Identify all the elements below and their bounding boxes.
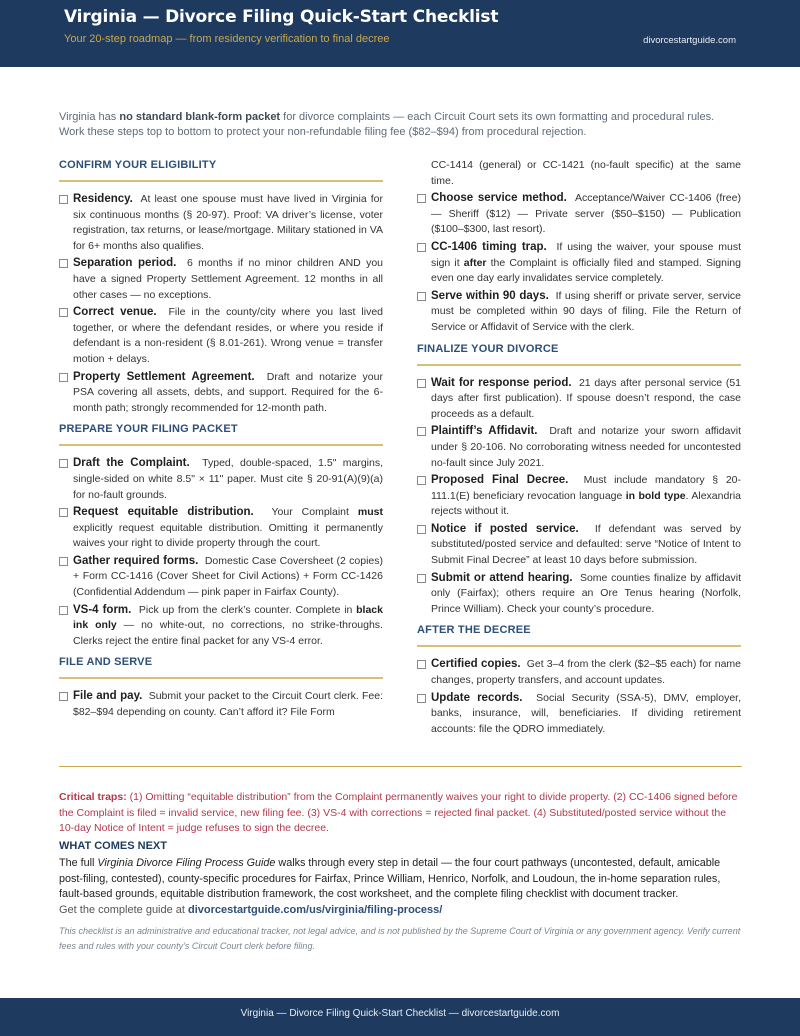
right-column <box>417 158 741 739</box>
checkbox[interactable] <box>417 292 426 301</box>
checklist-item-file-pay <box>59 689 383 720</box>
item-text: Some counties finalize by affidavit only (Fairfax); others require an Ore Tenus hearing (Norfolk, Prince William). Check your county’s procedure. <box>431 571 741 615</box>
item-term: Update records. <box>431 691 523 704</box>
item-text-rest: . Alexandria rejects without it. <box>431 489 741 518</box>
item-text: At least one spouse must have lived in Virginia for six continuous months (§ 20-97). Proof: VA driver’s license, voter registration, tax returns, or lease/mortgage. Military stationed in VA for 6+ months also qualifies. <box>73 193 383 252</box>
checklist-item-venue <box>59 305 383 367</box>
page-footer <box>0 998 800 1036</box>
item-text: Domestic Case Coversheet (2 copies) + Form CC-1416 (Cover Sheet for Civil Actions) + Form CC-1426 (Confidential Addendum — pink paper in Fairfax County). <box>73 554 383 599</box>
checkbox[interactable] <box>59 692 68 701</box>
item-text: Draft and notarize your sworn affidavit under § 20-106. No corroborating witness needed for uncontested no-fault since July 2021. <box>431 425 741 469</box>
checkbox[interactable] <box>59 606 68 615</box>
intro-emphasis: no standard blank-form packet <box>119 111 281 123</box>
checkbox[interactable] <box>417 476 426 485</box>
item-text: 21 days after personal service (51 days after first publication). If spouse doesn’t respond, the case proceeds as a default. <box>431 376 741 420</box>
item-emphasis: in bold type <box>625 489 686 502</box>
item-text-rest: explicitly request equitable distribution. Omitting it permanently waives your right to divide property through the court. <box>73 521 383 550</box>
header-site-link[interactable]: divorcestartguide.com <box>643 35 736 46</box>
checkbox[interactable] <box>59 373 68 382</box>
item-term: Proposed Final Decree. <box>431 474 569 487</box>
item-term: Property Settlement Agreement. <box>73 370 255 383</box>
item-term: Notice if posted service. <box>431 522 579 535</box>
checklist-item-equitable <box>59 505 383 552</box>
checklist-item-separation <box>59 256 383 303</box>
item-emphasis: must <box>357 506 383 519</box>
item-term: Correct venue. <box>73 306 157 319</box>
item-term: Serve within 90 days. <box>431 289 549 302</box>
item-term: Choose service method. <box>431 192 567 205</box>
checklist-item-hearing <box>417 571 741 618</box>
traps-label: Critical traps: <box>59 791 127 803</box>
intro-text-rest: for divorce complaints — each Circuit Court sets its own formatting and procedural rules. Work these steps top to bottom to protect your non-refundable filing fee ($82–$94) from procedural rejection. <box>59 111 715 138</box>
footer-text: Virginia — Divorce Filing Quick-Start Checklist — divorcestartguide.com <box>240 1008 560 1019</box>
what-comes-next-body <box>59 856 742 903</box>
checklist-item-records <box>417 691 741 738</box>
item-term: File and pay. <box>73 690 143 703</box>
checkbox[interactable] <box>417 660 426 669</box>
checklist-item-cc1406 <box>417 240 741 287</box>
item-text-rest: — no white-out, no corrections, no strike-throughs. Clerks reject the entire final packet for any VS-4 error. <box>73 619 383 647</box>
section-divider <box>59 180 383 182</box>
checklist-item-service-method <box>417 191 741 238</box>
checkbox[interactable] <box>417 694 426 703</box>
item-continuation: CC-1414 (general) or CC-1421 (no-fault specific) at the same time. <box>431 159 741 187</box>
item-term: Gather required forms. <box>73 554 199 567</box>
intro-paragraph <box>59 110 742 140</box>
checkbox[interactable] <box>417 427 426 436</box>
checklist-item-residency <box>59 192 383 254</box>
item-emphasis: after <box>463 256 487 269</box>
item-text: Social Security (SSA-5), DMV, employer, banks, insurance, will, beneficiaries. If dividing retirement accounts: file the QDRO immediately. <box>431 691 742 735</box>
item-text: If using sheriff or private server, service must be completed within 90 days of filing. File the Return of Service or Affidavit of Service with the clerk. <box>431 289 741 333</box>
item-term: Plaintiff’s Affidavit. <box>431 425 538 438</box>
section-heading-after: AFTER THE DECREE <box>417 624 531 637</box>
checklist-item-complaint <box>59 456 383 503</box>
item-term: Wait for response period. <box>431 376 572 389</box>
bottom-divider <box>59 766 742 767</box>
checklist-item-copies <box>417 657 741 688</box>
section-divider <box>417 364 741 366</box>
item-text: Your Complaint <box>271 506 358 519</box>
checklist-item-psa <box>59 370 383 417</box>
page-title: Virginia — Divorce Filing Quick-Start Checklist <box>64 7 499 27</box>
section-divider <box>59 677 383 679</box>
item-text: If defendant was served by substituted/posted service and defaulted: serve “Notice of Intent to Submit Final Decree” at least 10 days before submission. <box>431 522 741 567</box>
checkbox[interactable] <box>417 379 426 388</box>
item-text: Pick up from the clerk’s counter. Complete in <box>138 603 357 616</box>
item-term: VS-4 form. <box>73 603 132 616</box>
checkbox[interactable] <box>59 557 68 566</box>
item-emphasis: black ink only <box>73 603 383 632</box>
checkbox[interactable] <box>417 243 426 252</box>
item-text: Typed, double-spaced, 1.5" margins, single-sided on white 8.5" × 11" paper. Must cite § 20-91(A)(9)(a) for no-fault grounds. <box>73 457 383 501</box>
checkbox[interactable] <box>59 259 68 268</box>
section-heading-serve: FILE AND SERVE <box>59 656 153 669</box>
item-text: Must include mandatory § 20-111.1(E) beneficiary revocation language <box>431 474 741 502</box>
checkbox[interactable] <box>59 308 68 317</box>
checkbox[interactable] <box>59 195 68 204</box>
checkbox[interactable] <box>417 525 426 534</box>
page-subtitle: Your 20-step roadmap — from residency verification to final decree <box>64 33 390 45</box>
item-text: If using the waiver, your spouse must sign it <box>431 240 741 269</box>
checkbox[interactable] <box>417 574 426 583</box>
left-column <box>59 158 383 723</box>
what-comes-next-heading: WHAT COMES NEXT <box>59 840 167 852</box>
guide-link[interactable]: divorcestartguide.com/us/virginia/filing-process/ <box>188 904 443 916</box>
item-term: Request equitable distribution. <box>73 506 254 519</box>
section-heading-eligibility: CONFIRM YOUR ELIGIBILITY <box>59 159 217 171</box>
item-text: Submit your packet to the Circuit Court clerk. Fee: $82–$94 depending on county. Can’t afford it? File Form <box>73 690 383 719</box>
get-guide-label: Get the complete guide at <box>59 904 189 916</box>
checkbox[interactable] <box>59 508 68 517</box>
checklist-item-vs4 <box>59 603 383 650</box>
section-heading-packet: PREPARE YOUR FILING PACKET <box>59 423 238 436</box>
traps-text: (1) Omitting “equitable distribution” from the Complaint permanently waives your right to divide property. (2) CC-1406 signed before the Complaint is filed = invalid service, new filing fee. (3) VS-4 with corrections = rejected final packet. (4) Substituted/posted service without the 10-day Notice of Intent = judge refuses to sign the decree. <box>59 791 738 834</box>
section-divider <box>59 444 383 446</box>
get-guide-line <box>59 904 442 916</box>
page-header <box>0 0 800 67</box>
checklist-item-decree <box>417 473 741 520</box>
critical-traps <box>59 790 742 837</box>
item-term: Residency. <box>73 193 133 205</box>
checklist-item-serve-90 <box>417 289 741 336</box>
next-text: The full <box>59 857 98 869</box>
disclaimer: This checklist is an administrative and educational tracker, not legal advice, and is not published by the Supreme Court of Virginia or any government agency. Verify current fees and rules with your county’s Circuit Court clerk before filing. <box>59 926 741 951</box>
checklist-item-notice <box>417 522 741 569</box>
item-term: Draft the Complaint. <box>73 457 190 470</box>
checkbox[interactable] <box>59 459 68 468</box>
section-divider <box>417 645 741 647</box>
checklist-item-forms <box>59 554 383 601</box>
guide-title: Virginia Divorce Filing Process Guide <box>97 857 276 869</box>
intro-text: Virginia has <box>59 111 120 123</box>
item-text: 6 months if no minor children AND you have a signed Property Settlement Agreement. 12 months in all other cases — no exceptions. <box>73 257 383 301</box>
section-heading-finalize: FINALIZE YOUR DIVORCE <box>417 342 559 355</box>
item-text: File in the county/city where you last lived together, or where the defendant resides, or where you reside if defendant is a non-resident (§ 8.01-261). Wrong venue = transfer motion + delays. <box>73 306 383 365</box>
item-term: Submit or attend hearing. <box>431 571 573 584</box>
item-text: Draft and notarize your PSA covering all assets, debts, and support. Required for the 6-month path; strongly recommended for 12-month path. <box>73 370 383 414</box>
item-term: Certified copies. <box>431 658 521 671</box>
checklist-item-affidavit <box>417 424 741 471</box>
checklist-item-wait <box>417 376 741 423</box>
item-text: Get 3–4 from the clerk ($2–$5 each) for name changes, property transfers, and account updates. <box>431 658 741 687</box>
item-term: CC-1406 timing trap. <box>431 240 547 253</box>
item-text: Acceptance/Waiver CC-1406 (free) — Sheriff ($12) — Private server ($50–$150) — Publication ($100–$300, last resort). <box>431 192 741 236</box>
item-text-rest: the Complaint is officially filed and stamped. Signing even one day early invalidates service completely. <box>431 256 741 285</box>
item-term: Separation period. <box>73 257 177 270</box>
checkbox[interactable] <box>417 194 426 203</box>
next-text-rest: walks through every step in detail — the four court pathways (uncontested, default, amicable post-filing, contested), county-specific procedures for Fairfax, Prince William, Henrico, Norfolk, and Loudoun, the in-home separation rules, fault-based grounds, equitable distribution framework, the cost worksheet, and the complete filing checklist with document tracker. <box>59 857 721 900</box>
